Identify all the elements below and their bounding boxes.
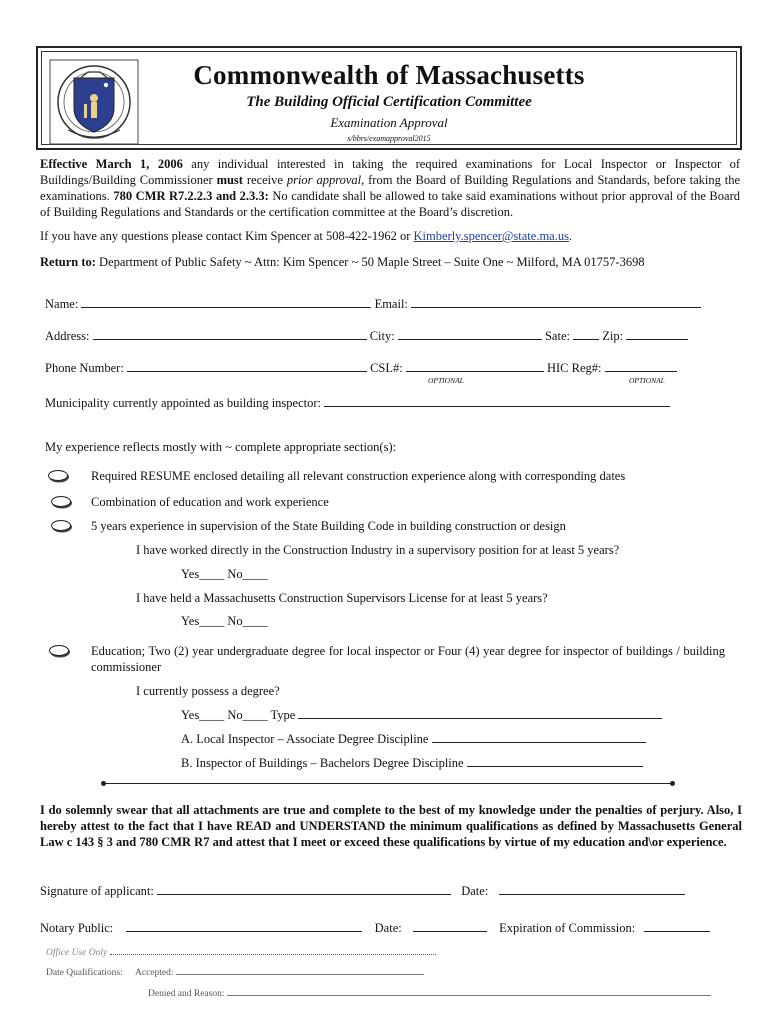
must-text: must	[216, 173, 243, 187]
resume-option-radio[interactable]	[48, 470, 68, 481]
form-code: s/bbrs/examapproval2015	[347, 134, 431, 143]
degree-yes[interactable]: Yes____	[181, 708, 225, 722]
form-title: Examination Approval	[330, 115, 448, 130]
state-label: Sate:	[544, 329, 570, 343]
city-field[interactable]	[398, 328, 542, 340]
hic-field[interactable]	[605, 360, 677, 372]
notary-field[interactable]	[126, 920, 362, 932]
degree-answer	[181, 707, 662, 723]
city-label: City:	[369, 329, 395, 343]
divider-dot-right	[670, 781, 675, 786]
return-label: Return to:	[40, 255, 96, 269]
csl-label: CSL#:	[370, 361, 403, 375]
combination-option-radio[interactable]	[51, 496, 71, 507]
education-option-radio[interactable]	[49, 645, 69, 656]
header-box	[36, 46, 742, 150]
signature-field[interactable]	[157, 883, 451, 895]
education-option-label: Education; Two (2) year undergraduate degree for local inspector or Four (4) year degree for inspector of buildings / building commissioner	[91, 644, 725, 674]
committee-subtitle: The Building Official Certification Committee	[246, 94, 532, 110]
prior-approval-text: prior approval,	[286, 173, 365, 187]
notary-row	[40, 920, 710, 936]
denied-field[interactable]	[227, 986, 711, 996]
qualifications-row	[46, 965, 424, 978]
effective-date: Effective March 1, 2006	[40, 157, 183, 171]
contact-text: If you have any questions please contact Kim Spencer at 508-422-1962 or	[40, 229, 414, 243]
local-inspector-row	[181, 731, 646, 747]
phone-field[interactable]	[127, 360, 367, 372]
accepted-field[interactable]	[176, 965, 424, 975]
combination-option-label: Combination of education and work experience	[91, 495, 329, 509]
page-title: Commonwealth of Massachusetts	[193, 60, 585, 90]
signature-date-field[interactable]	[499, 883, 685, 895]
local-inspector-label: A. Local Inspector – Associate Degree Discipline	[181, 732, 429, 746]
license-question: I have held a Massachusetts Construction Supervisors License for at least 5 years?	[136, 591, 548, 605]
state-field[interactable]	[573, 328, 599, 340]
cmr-reference: 780 CMR R7.2.2.3 and 2.3.3:	[113, 189, 269, 203]
name-label: Name:	[45, 297, 79, 311]
local-inspector-field[interactable]	[432, 731, 646, 743]
notary-date-label: Date:	[374, 921, 402, 935]
zip-label: Zip:	[602, 329, 624, 343]
degree-no[interactable]: No____	[227, 708, 268, 722]
office-use-row	[46, 945, 436, 958]
inspector-buildings-field[interactable]	[467, 755, 643, 767]
license-no[interactable]: No____	[227, 614, 268, 628]
csl-field[interactable]	[406, 360, 544, 372]
inspector-buildings-label: B. Inspector of Buildings – Bachelors Degree Discipline	[181, 756, 464, 770]
phone-label: Phone Number:	[45, 361, 124, 375]
denied-row	[148, 986, 711, 999]
contact-paragraph	[40, 228, 740, 244]
degree-question: I currently possess a degree?	[136, 684, 280, 698]
hic-label: HIC Reg#:	[546, 361, 602, 375]
notary-label: Notary Public:	[40, 921, 114, 935]
expiration-label: Expiration of Commission:	[499, 921, 636, 935]
hic-optional-note: OPTIONAL	[629, 376, 665, 385]
return-paragraph	[40, 254, 740, 270]
intro-text-2: receive	[242, 173, 287, 187]
resume-option-label: Required RESUME enclosed detailing all relevant construction experience along with corresponding dates	[91, 469, 626, 483]
expiration-field[interactable]	[644, 920, 710, 932]
inspector-buildings-row	[181, 755, 643, 771]
zip-field[interactable]	[626, 328, 688, 340]
supervision-option-radio[interactable]	[51, 520, 71, 531]
address-field[interactable]	[93, 328, 367, 340]
degree-type-field[interactable]	[298, 707, 662, 719]
office-use-label: Office Use Only	[46, 948, 108, 958]
divider-dot-left	[101, 781, 106, 786]
header-inner-border	[41, 51, 737, 145]
denied-label: Denied and Reason:	[148, 989, 225, 999]
supervisory-yes[interactable]: Yes____	[181, 567, 225, 581]
intro-text-1: any individual interested in taking the required examinations for Local Inspector or Inspector of Buildings/Building Commissioner	[40, 157, 740, 187]
license-yes[interactable]: Yes____	[181, 614, 225, 628]
municipality-field[interactable]	[324, 395, 670, 407]
office-use-dotted-line	[110, 945, 436, 955]
supervision-option-label: 5 years experience in supervision of the State Building Code in building construction or design	[91, 519, 566, 533]
municipality-row	[45, 395, 670, 411]
contact-email-link[interactable]: Kimberly.spencer@state.ma.us	[413, 229, 569, 243]
notary-date-field[interactable]	[413, 920, 487, 932]
address-label: Address:	[45, 329, 90, 343]
contact-end: .	[568, 229, 573, 243]
phone-row	[45, 360, 677, 376]
qualifications-label: Date Qualifications:	[46, 968, 123, 978]
experience-intro: My experience reflects mostly with ~ complete appropriate section(s):	[45, 440, 397, 454]
intro-paragraph	[40, 156, 740, 220]
csl-optional-note: OPTIONAL	[428, 376, 464, 385]
email-field[interactable]	[411, 296, 701, 308]
email-label: Email:	[374, 297, 408, 311]
supervisory-question: I have worked directly in the Construction Industry in a supervisory position for at least 5 years?	[136, 543, 620, 557]
intro-text-4: No candidate shall be allowed to take said examinations without prior approval of the Board of Building Regulations and Standards or the certification committee at the Board’s discretion.	[40, 189, 740, 219]
address-row	[45, 328, 688, 344]
accepted-label: Accepted:	[135, 968, 174, 978]
oath-statement: I do solemnly swear that all attachments are true and complete to the best of my knowledge under the penalties of perjury. Also, I hereby attest to the fact that I have READ and UNDERSTAND the minimum qualifications as defined by Massachusetts General Law c 143 § 3 and 780 CMR R7 and attest that I meet or exceed these qualifications by virtue of my education and\or experience.	[40, 803, 742, 849]
degree-type-label: Type	[270, 708, 296, 722]
signature-date-label: Date:	[461, 884, 489, 898]
license-answer	[181, 614, 268, 629]
supervisory-answer	[181, 567, 268, 582]
name-email-row	[45, 296, 701, 312]
supervisory-no[interactable]: No____	[227, 567, 268, 581]
signature-row	[40, 883, 685, 899]
section-divider	[104, 783, 674, 784]
intro-text-3: from the Board of Building Regulations and Standards, before taking the examinations.	[40, 173, 740, 203]
municipality-label: Municipality currently appointed as building inspector:	[45, 396, 321, 410]
signature-label: Signature of applicant:	[40, 884, 154, 898]
name-field[interactable]	[81, 296, 371, 308]
return-address: Department of Public Safety ~ Attn: Kim Spencer ~ 50 Maple Street – Suite One ~ Milford, MA 01757-3698	[95, 255, 645, 269]
